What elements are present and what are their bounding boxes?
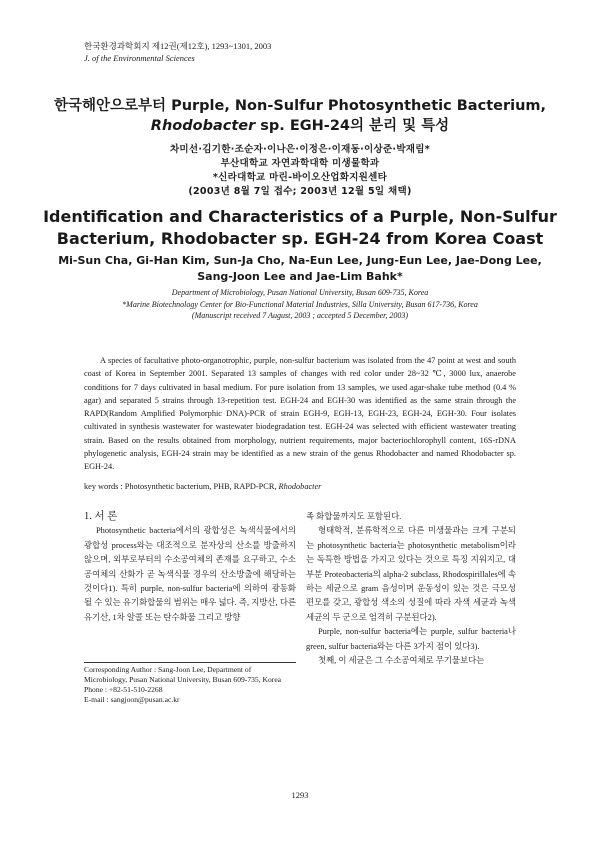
keywords-italic: Rhodobacter bbox=[278, 482, 322, 491]
phone: Phone : +82-51-510-2268 bbox=[84, 685, 163, 694]
english-authors-line1: Mi-Sun Cha, Gi-Han Kim, Sun-Ja Cho, Na-Eun Lee, Jung-Eun Lee, Jae-Dong Lee, bbox=[58, 254, 542, 267]
korean-title bbox=[40, 96, 560, 136]
journal-english: J. of the Environmental Sciences bbox=[84, 53, 195, 63]
korean-title-line1: 한국해안으로부터 Purple, Non-Sulfur Photosynthetic Bacterium, bbox=[53, 98, 547, 114]
korean-affiliation: *신라대학교 마린-바이오산업화지원센타 bbox=[212, 172, 388, 183]
english-title-line2: Bacterium, Rhodobacter sp. EGH-24 from Korea Coast bbox=[56, 229, 544, 248]
english-authors-line2: Sang-Joon Lee and Jae-Lim Bahk* bbox=[197, 270, 403, 283]
abstract: A species of facultative photo-organotrophic, purple, non-sulfur bacterium was isolated from the 47 point at west and south coast of Korea in September 2001. Separated 13 samples of changes with red color under 28~32 ℃, 3000 lux, anaerobe conditions for 7 days cultivated in basal medium. For pure isolation from 13 samples, we used agar-shake tube method (0.4 % agar) and separated 5 strains through 13-repetition test. EGH-24 and EGH-30 was identified as the same strain through the RAPD(Random Amplified Polymorphic DNA)-PCR of strain EGH-9, EGH-13, EGH-23, EGH-24, EGH-30. Four isolates cultivated in synthesis wastewater for wastewater biodegradation test. EGH-24 was selected with efficient wastewater treating strain. Based on the results obtained from morphology, nutrient requirements, major bacteriochlorophyll content, 16S-rDNA phylogenetic analysis, EGH-24 strain may be identified as a new strain of the genus Rhodobacter and named Rhodobacter sp. EGH-24. bbox=[84, 356, 516, 472]
left-column bbox=[84, 510, 296, 625]
intro-paragraph-left: Photosynthetic bacteria에서의 광합성은 녹색식물에서의 광합성 process와는 대조적으로 분자상의 산소를 방출하지 않으며, 외부로부터의 수소공여체의 존재를 요구하고, 수소공여체의 산화가 곧 녹색식물 경우의 산소방출에 해당하는 것이다1). 특히 purple, non-sulfur bacteria에 의하여 광동화 될 수 있는 유기화합물의 범위는 매우 넓다. 즉, 지방산, 다른 유기산, 1차 알콜 또는 탄수화물 그리고 방향 bbox=[84, 526, 296, 622]
page-number: 1293 bbox=[291, 790, 309, 800]
footnote bbox=[84, 662, 296, 705]
english-title-line1: Identification and Characteristics of a Purple, Non-Sulfur bbox=[43, 207, 557, 226]
journal-header bbox=[84, 40, 271, 64]
english-title bbox=[40, 206, 560, 250]
korean-authors-block bbox=[40, 143, 560, 199]
keywords-text: key words : Photosynthetic bacterium, PHB, RAPD-PCR, bbox=[84, 482, 279, 491]
intro-paragraph-right-2: 형태학적, 분류학적으로 다른 미생물과는 크게 구분되는 photosynthetic bacteria는 photosynthetic metabolism이라는 독특한 방법을 가지고 있다는 것으로 특징 지워지고, 대부분 Proteobacteria의 alpha-2 subclass, Rhodospirillales에 속하는 세균으로 gram 음성이며 운동성이 있는 것은 극모성 편모를 갖고, 광합성 색소의 성질에 따라 자색 세균과 녹색세균의 두 군으로 엄격히 구분된다2). bbox=[306, 526, 516, 622]
keywords bbox=[84, 482, 516, 491]
email: E-mail : sangjoon@pusan.ac.kr bbox=[84, 695, 180, 704]
right-column bbox=[306, 510, 516, 668]
section-heading: 1. 서 론 bbox=[84, 511, 118, 522]
affiliation-department: Department of Microbiology, Pusan National University, Busan 609-735, Korea bbox=[171, 288, 429, 297]
korean-department: 부산대학교 자연과학대학 미생물학과 bbox=[220, 158, 380, 169]
english-authors bbox=[40, 253, 560, 285]
intro-paragraph-right-4: 첫째, 이 세균은 그 수소공여체로 무기물보다는 bbox=[318, 656, 485, 666]
intro-paragraph-right-3: Purple, non-sulfur bacteria에는 purple, sulfur bacteria나 green, sulfur bacteria와는 다른 3가지 점이 있다3). bbox=[306, 627, 516, 651]
corresponding-author: Corresponding Author : Sang-Joon Lee, Department of Microbiology, Pusan National University, Busan 609-735, Korea bbox=[84, 665, 282, 684]
korean-dates: (2003년 8월 7일 접수; 2003년 12월 5일 채택) bbox=[188, 186, 412, 197]
affiliation-marine: *Marine Biotechnology Center for Bio-Functional Material Industries, Silla University, Busan 617-736, Korea bbox=[122, 299, 478, 309]
korean-authors: 차미선·김기한·조순자·이나은·이정은·이재동·이상준·박재림* bbox=[169, 144, 431, 155]
intro-paragraph-right-1: 족 화합물까지도 포함된다. bbox=[306, 512, 402, 521]
genus-name: Rhodobacter bbox=[150, 118, 256, 134]
english-affiliations bbox=[40, 287, 560, 322]
korean-title-line2 bbox=[40, 116, 560, 136]
manuscript-dates: (Manuscript received 7 August, 2003 ; accepted 5 December, 2003) bbox=[191, 311, 409, 320]
korean-title-line2-rest: sp. EGH-24의 분리 및 특성 bbox=[255, 118, 450, 134]
journal-korean: 한국환경과학회지 제12권(제12호), 1293~1301, 2003 bbox=[84, 41, 272, 51]
